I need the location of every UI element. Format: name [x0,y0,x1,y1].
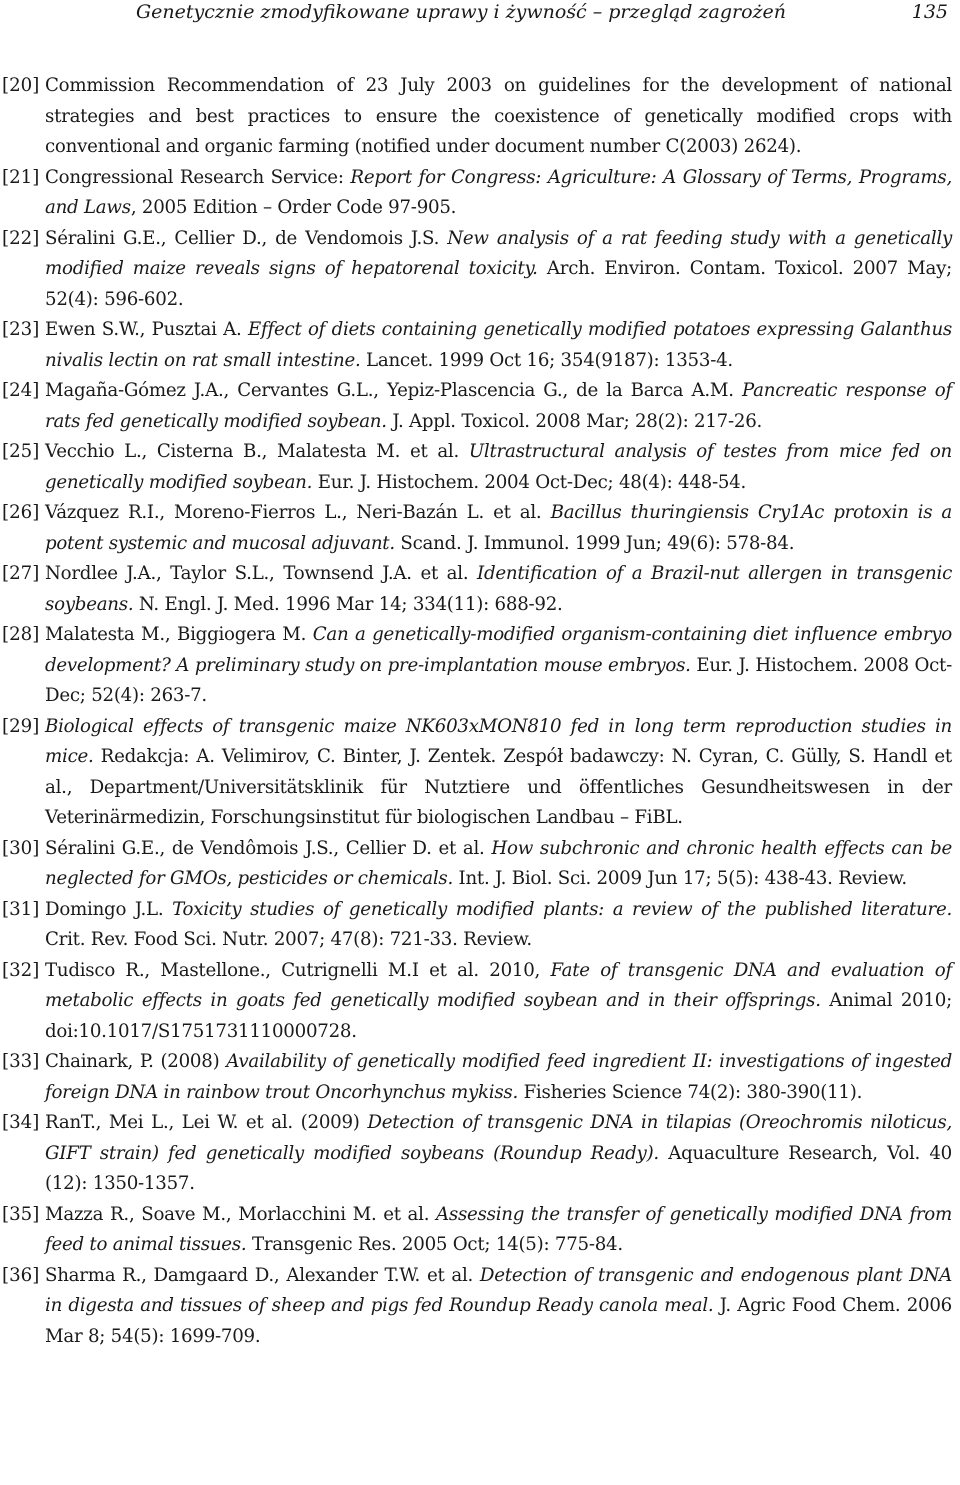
reference-number: [33] [2,1051,40,1072]
reference-number: [24] [2,380,40,401]
reference-30 [0,834,952,895]
reference-authors: Séralini G.E., Cellier D., de Vendomois J.S. [45,227,448,249]
reference-authors: Ewen S.W., Pusztai A. [45,319,249,340]
reference-title: Assessing the transfer of genetically modified DNA from feed to animal tissues. [45,1203,952,1255]
reference-35 [0,1200,952,1261]
reference-number: [27] [2,563,40,584]
reference-22 [0,224,952,316]
reference-21 [0,163,952,224]
reference-number: [35] [2,1203,40,1225]
reference-number: [21] [2,166,40,188]
reference-authors: Nordlee J.A., Taylor S.L., Townsend J.A. et al. [45,563,478,584]
reference-source: J. Agric Food Chem. 2006 Mar 8; 54(5): 1699-709. [45,1295,952,1347]
running-header [0,0,960,26]
reference-number: [34] [2,1112,40,1133]
reference-32 [0,956,952,1048]
reference-title: Ultrastructural analysis of testes from mice fed on genetically modified soybean. [45,441,952,493]
reference-source: Arch. Environ. Contam. Toxicol. 2007 May; 52(4): 596-602. [45,258,952,310]
page-number: 135 [911,1,948,23]
reference-title: Identification of a Brazil-nut allergen in transgenic soybeans. [45,563,953,615]
reference-title: Availability of genetically modified feed ingredient II: investigations of ingested foreign DNA in rainbow trout Oncorhynchus mykiss. [45,1051,952,1103]
reference-title: Effect of diets containing genetically modified potatoes expressing Galanthus nivalis lectin on rat small intestine. [45,319,952,371]
reference-number: [28] [2,624,40,645]
reference-authors: Domingo J.L. [45,898,173,920]
reference-source: Aquaculture Research, Vol. 40 (12): 1350-1357. [45,1142,952,1194]
reference-source: N. Engl. J. Med. 1996 Mar 14; 334(11): 688-92. [133,593,563,615]
reference-25 [0,437,952,498]
reference-23 [0,315,952,376]
reference-number: [25] [2,441,40,462]
reference-36 [0,1261,952,1353]
reference-authors: Magaña-Gómez J.A., Cervantes G.L., Yepiz-Plascencia G., de la Barca A.M. [45,380,742,401]
reference-31 [0,895,952,956]
reference-source: Lancet. 1999 Oct 16; 354(9187): 1353-4. [360,349,733,371]
reference-authors: Séralini G.E., de Vendômois J.S., Cellier D. et al. [45,837,492,859]
reference-source: Transgenic Res. 2005 Oct; 14(5): 775-84. [246,1234,623,1255]
reference-number: [23] [2,319,40,340]
reference-number: [26] [2,502,40,523]
reference-title: New analysis of a rat feeding study with a genetically modified maize reveals signs of hepatorenal toxicity. [45,227,952,279]
reference-title: Biological effects of transgenic maize NK603xMON810 fed in long term reproduction studies in mice. [45,715,952,767]
reference-title: How subchronic and chronic health effects can be neglected for GMOs, pesticides or chemicals. [45,837,952,889]
reference-source: , 2005 Edition – Order Code 97-905. [130,197,457,218]
reference-authors: Congressional Research Service: [45,166,351,188]
reference-authors: Chainark, P. (2008) [45,1051,227,1072]
reference-title: Detection of transgenic and endogenous plant DNA in digesta and tissues of sheep and pigs fed Roundup Ready canola meal. [45,1264,952,1316]
running-title: Genetycznie zmodyfikowane uprawy i żywność – przegląd zagrożeń [136,1,787,23]
reference-title: Can a genetically-modified organism-containing diet influence embryo development? A preliminary study on pre-implantation mouse embryos. [45,624,952,676]
reference-title: Report for Congress: Agriculture: A Glossary of Terms, Programs, and Laws [45,166,952,218]
reference-24 [0,376,952,437]
reference-authors: Mazza R., Soave M., Morlacchini M. et al. [45,1203,436,1225]
reference-authors: RanT., Mei L., Lei W. et al. (2009) [45,1112,368,1133]
reference-title: Pancreatic response of rats fed genetically modified soybean. [45,380,952,432]
reference-authors: Vázquez R.I., Moreno-Fierros L., Neri-Bazán L. et al. [45,502,551,523]
reference-number: [29] [2,715,40,737]
reference-authors: Sharma R., Damgaard D., Alexander T.W. et al. [45,1264,480,1286]
reference-title: Toxicity studies of genetically modified plants: a review of the published literature. [172,898,952,920]
reference-title: Fate of transgenic DNA and evaluation of metabolic effects in goats fed genetically modified soybean and in their offsprings. [45,959,952,1011]
reference-source: Fisheries Science 74(2): 380-390(11). [518,1081,863,1103]
reference-33 [0,1047,952,1108]
reference-source: Redakcja: A. Velimirov, C. Binter, J. Zentek. Zespół badawczy: N. Cyran, C. Gülly, S. Handl et al., Department/Universitätsklinik für Nutztiere und öffentliches Gesundheitswesen in der Veterinärmedizin, Forschungsinstitut für biologischen Landbau – FiBL. [45,746,952,828]
reference-authors: Malatesta M., Biggiogera M. [45,624,313,645]
reference-source: Int. J. Biol. Sci. 2009 Jun 17; 5(5): 438-43. Review. [453,868,907,889]
reference-20 [0,71,952,163]
reference-source: Eur. J. Histochem. 2008 Oct-Dec; 52(4): 263-7. [45,654,952,706]
reference-source: Animal 2010; doi:10.1017/S1751731110000728. [45,990,952,1042]
reference-title: Detection of transgenic DNA in tilapias (Oreochromis niloticus, GIFT strain) fed genetically modified soybeans (Roundup Ready). [45,1112,952,1164]
reference-26 [0,498,952,559]
reference-list [0,71,952,1352]
reference-authors: Tudisco R., Mastellone., Cutrignelli M.I et al. 2010, [45,959,551,981]
reference-source: Scand. J. Immunol. 1999 Jun; 49(6): 578-84. [394,532,795,554]
reference-number: [31] [2,898,40,920]
reference-source: J. Appl. Toxicol. 2008 Mar; 28(2): 217-26. [386,410,763,432]
reference-source: Crit. Rev. Food Sci. Nutr. 2007; 47(8): 721-33. Review. [45,929,532,950]
reference-27 [0,559,952,620]
reference-authors: Vecchio L., Cisterna B., Malatesta M. et al. [45,441,469,462]
reference-28 [0,620,952,712]
reference-number: [36] [2,1264,40,1286]
reference-34 [0,1108,952,1200]
reference-29 [0,712,952,834]
reference-number: [30] [2,837,40,859]
reference-authors: Commission Recommendation of 23 July 2003 on guidelines for the development of national strategies and best practices to ensure the coexistence of genetically modified crops with conventional and organic farming (notified under document number C(2003) 2624). [45,75,952,157]
reference-number: [20] [2,75,40,96]
reference-source: Eur. J. Histochem. 2004 Oct-Dec; 48(4): 448-54. [312,471,747,493]
reference-number: [22] [2,227,40,249]
reference-title: Bacillus thuringiensis Cry1Ac protoxin is a potent systemic and mucosal adjuvant. [45,502,952,554]
reference-number: [32] [2,959,40,981]
